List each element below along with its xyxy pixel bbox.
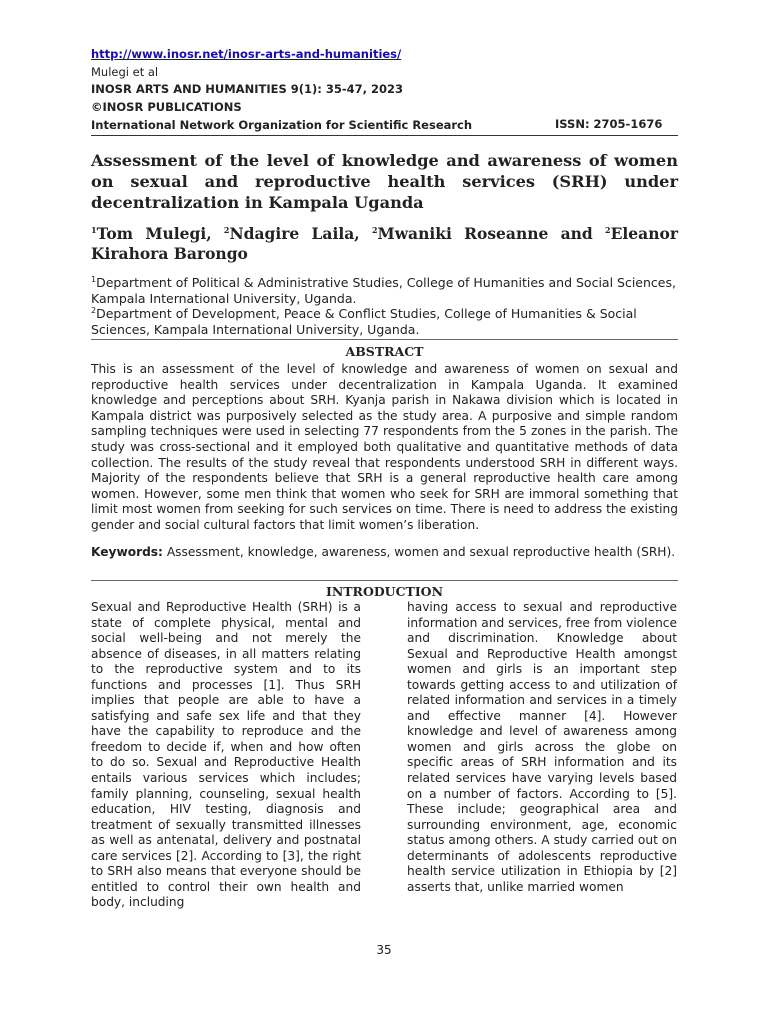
- introduction-divider: [91, 580, 678, 581]
- keywords-text: Assessment, knowledge, awareness, women and sexual reproductive health (SRH).: [166, 545, 676, 559]
- author-2-sup: 2: [223, 224, 230, 235]
- header-divider: [91, 135, 678, 136]
- author-1: Tom Mulegi,: [96, 224, 212, 243]
- abstract-text: This is an assessment of the level of knowledge and awareness of women on sexual and reproductive health services under decentralization in Kampala Uganda. It examined knowledge and perceptions about SRH. Kyanja parish in Nakawa division which is located in Kampala district was purposively selected as the study area. A purposive and simple random sampling techniques were used in selecting 77 respondents from the 5 zones in the parish. The study was cross-sectional and it employed both qualitative and quantitative methods of data collection. The results of the study reveal that respondents understood SRH in different ways. Majority of the respondents believe that SRH is a general reproductive health care among women. However, some men think that women who seek for SRH are immoral something that limit most women from seeking for such services on time. There is need to address the existing gender and social cultural factors that limit women’s liberation.: [91, 362, 678, 532]
- authors: [91, 224, 678, 264]
- affiliation-1-text: Department of Political & Administrative Studies, College of Humanities and Social Sciences, Kampala International University, Uganda.: [91, 275, 676, 306]
- issn: ISSN: 2705-1676: [555, 117, 663, 131]
- author-short: Mulegi et al: [91, 65, 159, 79]
- author-2: Ndagire Laila,: [229, 224, 360, 243]
- affiliation-1: [91, 275, 678, 306]
- journal-url-link[interactable]: http://www.inosr.net/inosr-arts-and-humanities/: [91, 47, 402, 61]
- publisher: ©INOSR PUBLICATIONS: [91, 100, 242, 114]
- paper-title: Assessment of the level of knowledge and awareness of women on sexual and reproductive health services (SRH) under decentralization in Kampala Uganda: [91, 151, 678, 212]
- author-3: Mwaniki Roseanne and: [377, 224, 593, 243]
- keywords-label: Keywords:: [91, 545, 163, 559]
- author-4: Eleanor Kirahora Barongo: [91, 224, 678, 263]
- abstract-heading: ABSTRACT: [345, 344, 424, 359]
- affiliation-1-sup: 1: [91, 274, 97, 284]
- affiliation-2-text: Department of Development, Peace & Conflict Studies, College of Humanities & Social Sciences, Kampala International University, Uganda.: [91, 306, 637, 337]
- author-4-sup: 2: [605, 224, 611, 235]
- introduction-column-left: Sexual and Reproductive Health (SRH) is a state of complete physical, mental and social well-being and not merely the absence of diseases, in all matters relating to the reproductive system and to its functions and processes [1]. Thus SRH implies that people are able to have a satisfying and safe sex life and that they have the capability to reproduce and the freedom to decide if, when and how often to do so. Sexual and Reproductive Health entails various services which includes; family planning, counseling, sexual health education, HIV testing, diagnosis and treatment of sexually transmitted illnesses as well as antenatal, delivery and postnatal care services [2]. According to [3], the right to SRH also means that everyone should be entitled to control their own health and body, including: [91, 600, 361, 910]
- abstract-divider: [91, 339, 678, 340]
- introduction-column-right: having access to sexual and reproductive information and services, free from violence and discrimination. Knowledge about Sexual and Reproductive Health amongst women and girls is an important step towards getting access to and utilization of related information and services in a timely and effective manner [4]. However knowledge and level of awareness among women and girls across the globe on specific areas of SRH information and its related services have varying levels based on a number of factors. According to [5]. These include; geographical area and surrounding environment, age, economic status among others. A study carried out on determinants of adolescents reproductive health service utilization in Ethiopia by [2] asserts that, unlike married women: [407, 600, 677, 894]
- page-number: 35: [376, 943, 392, 957]
- affiliation-2: [91, 306, 678, 337]
- author-3-sup: 2: [371, 224, 378, 235]
- journal-citation: INOSR ARTS AND HUMANITIES 9(1): 35-47, 2023: [91, 82, 404, 96]
- keywords: [91, 545, 678, 561]
- affiliation-2-sup: 2: [91, 305, 97, 315]
- introduction-heading: INTRODUCTION: [325, 584, 443, 599]
- organization: International Network Organization for Scientific Research: [91, 118, 473, 132]
- author-1-sup: 1: [91, 224, 97, 235]
